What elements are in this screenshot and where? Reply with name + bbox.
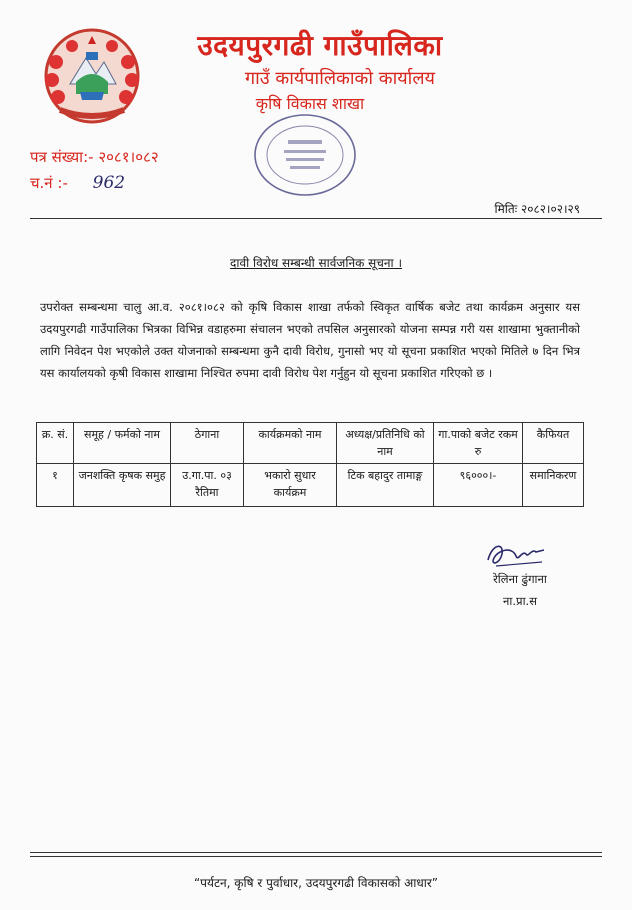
org-title: उदयपुरगढी गाउँपालिका [197,29,443,62]
section-title: कृषि विकास शाखा [255,94,365,113]
project-table [36,422,584,507]
table-cell: १ [37,464,74,507]
table-header-row [37,423,584,464]
signature-icon [482,536,552,572]
dispatch-number-value: 962 [92,173,126,193]
table-cell: ९६०००।- [434,464,523,507]
header-divider [30,218,602,219]
footer-divider-thin [30,856,602,857]
column-header: समूह / फर्मको नाम [74,423,171,464]
notice-title-text: दावी विरोध सम्बन्धी सार्वजनिक सूचना । [229,256,402,270]
signatory-title: ना.प्रा.स [503,594,537,608]
office-seal-stamp-icon [250,110,360,200]
table-cell: उ.गा.पा. ०३ रैतिमा [171,464,244,507]
column-header: क्र. सं. [37,423,74,464]
letter-number-line [30,144,159,170]
table-row [37,464,584,507]
table-cell: भकारो सुधार कार्यक्रम [244,464,337,507]
dispatch-number-line [30,170,159,196]
table-cell: टिक बहादुर तामाङ्ग [337,464,434,507]
office-title: गाउँ कार्यपालिकाको कार्यालय [245,68,435,89]
column-header: कार्यक्रमको नाम [244,423,337,464]
table-cell: जनशक्ति कृषक समुह [74,464,171,507]
footer-divider [30,852,602,853]
dispatch-number-label: च.नं :- [30,174,68,192]
letter-number-value: २०८१।०८२ [98,148,159,166]
column-header: कैफियत [523,423,584,464]
notice-title [0,254,632,271]
column-header: गा.पाको बजेट रकम रु [434,423,523,464]
letter-date: मितिः २०८२।०२।२९ [494,202,580,216]
letter-number-label: पत्र संख्या:- [30,148,94,166]
column-header: ठेगाना [171,423,244,464]
column-header: अध्यक्ष/प्रतिनिधि को नाम [337,423,434,464]
table-cell: समानिकरण [523,464,584,507]
nepal-emblem-icon [36,22,148,130]
notice-body: उपरोक्त सम्बन्धमा चालु आ.व. २०८१।०८२ को कृषि विकास शाखा तर्फको स्विकृत वार्षिक बजेट तथा कार्यक्रम अनुसार यस उदयपुरगढी गाउँपालिका भित्रका विभिन्न वडाहरुमा संचालन भएको तपसिल अनुसारको योजना सम्पन्न गरी यस शाखामा भुक्तानीको लागि निवेदन पेश भएकोले उक्त योजनाको सम्बन्धमा कुनै दावी विरोध, गुनासो भए यो सूचना प्रकाशित भएको मितिले ७ दिन भित्र यस कार्यालयको कृषी विकास शाखामा निश्चित रुपमा दावी विरोध पेश गर्नुहुन यो सूचना प्रकाशित गरिएको छ । [40,300,580,380]
signatory-name: रेलिना ढुंगाना [493,572,547,586]
reference-block [30,144,159,196]
footer-motto: “पर्यटन, कृषि र पुर्वाधार, उदयपुरगढी विकासको आधार” [193,876,439,890]
